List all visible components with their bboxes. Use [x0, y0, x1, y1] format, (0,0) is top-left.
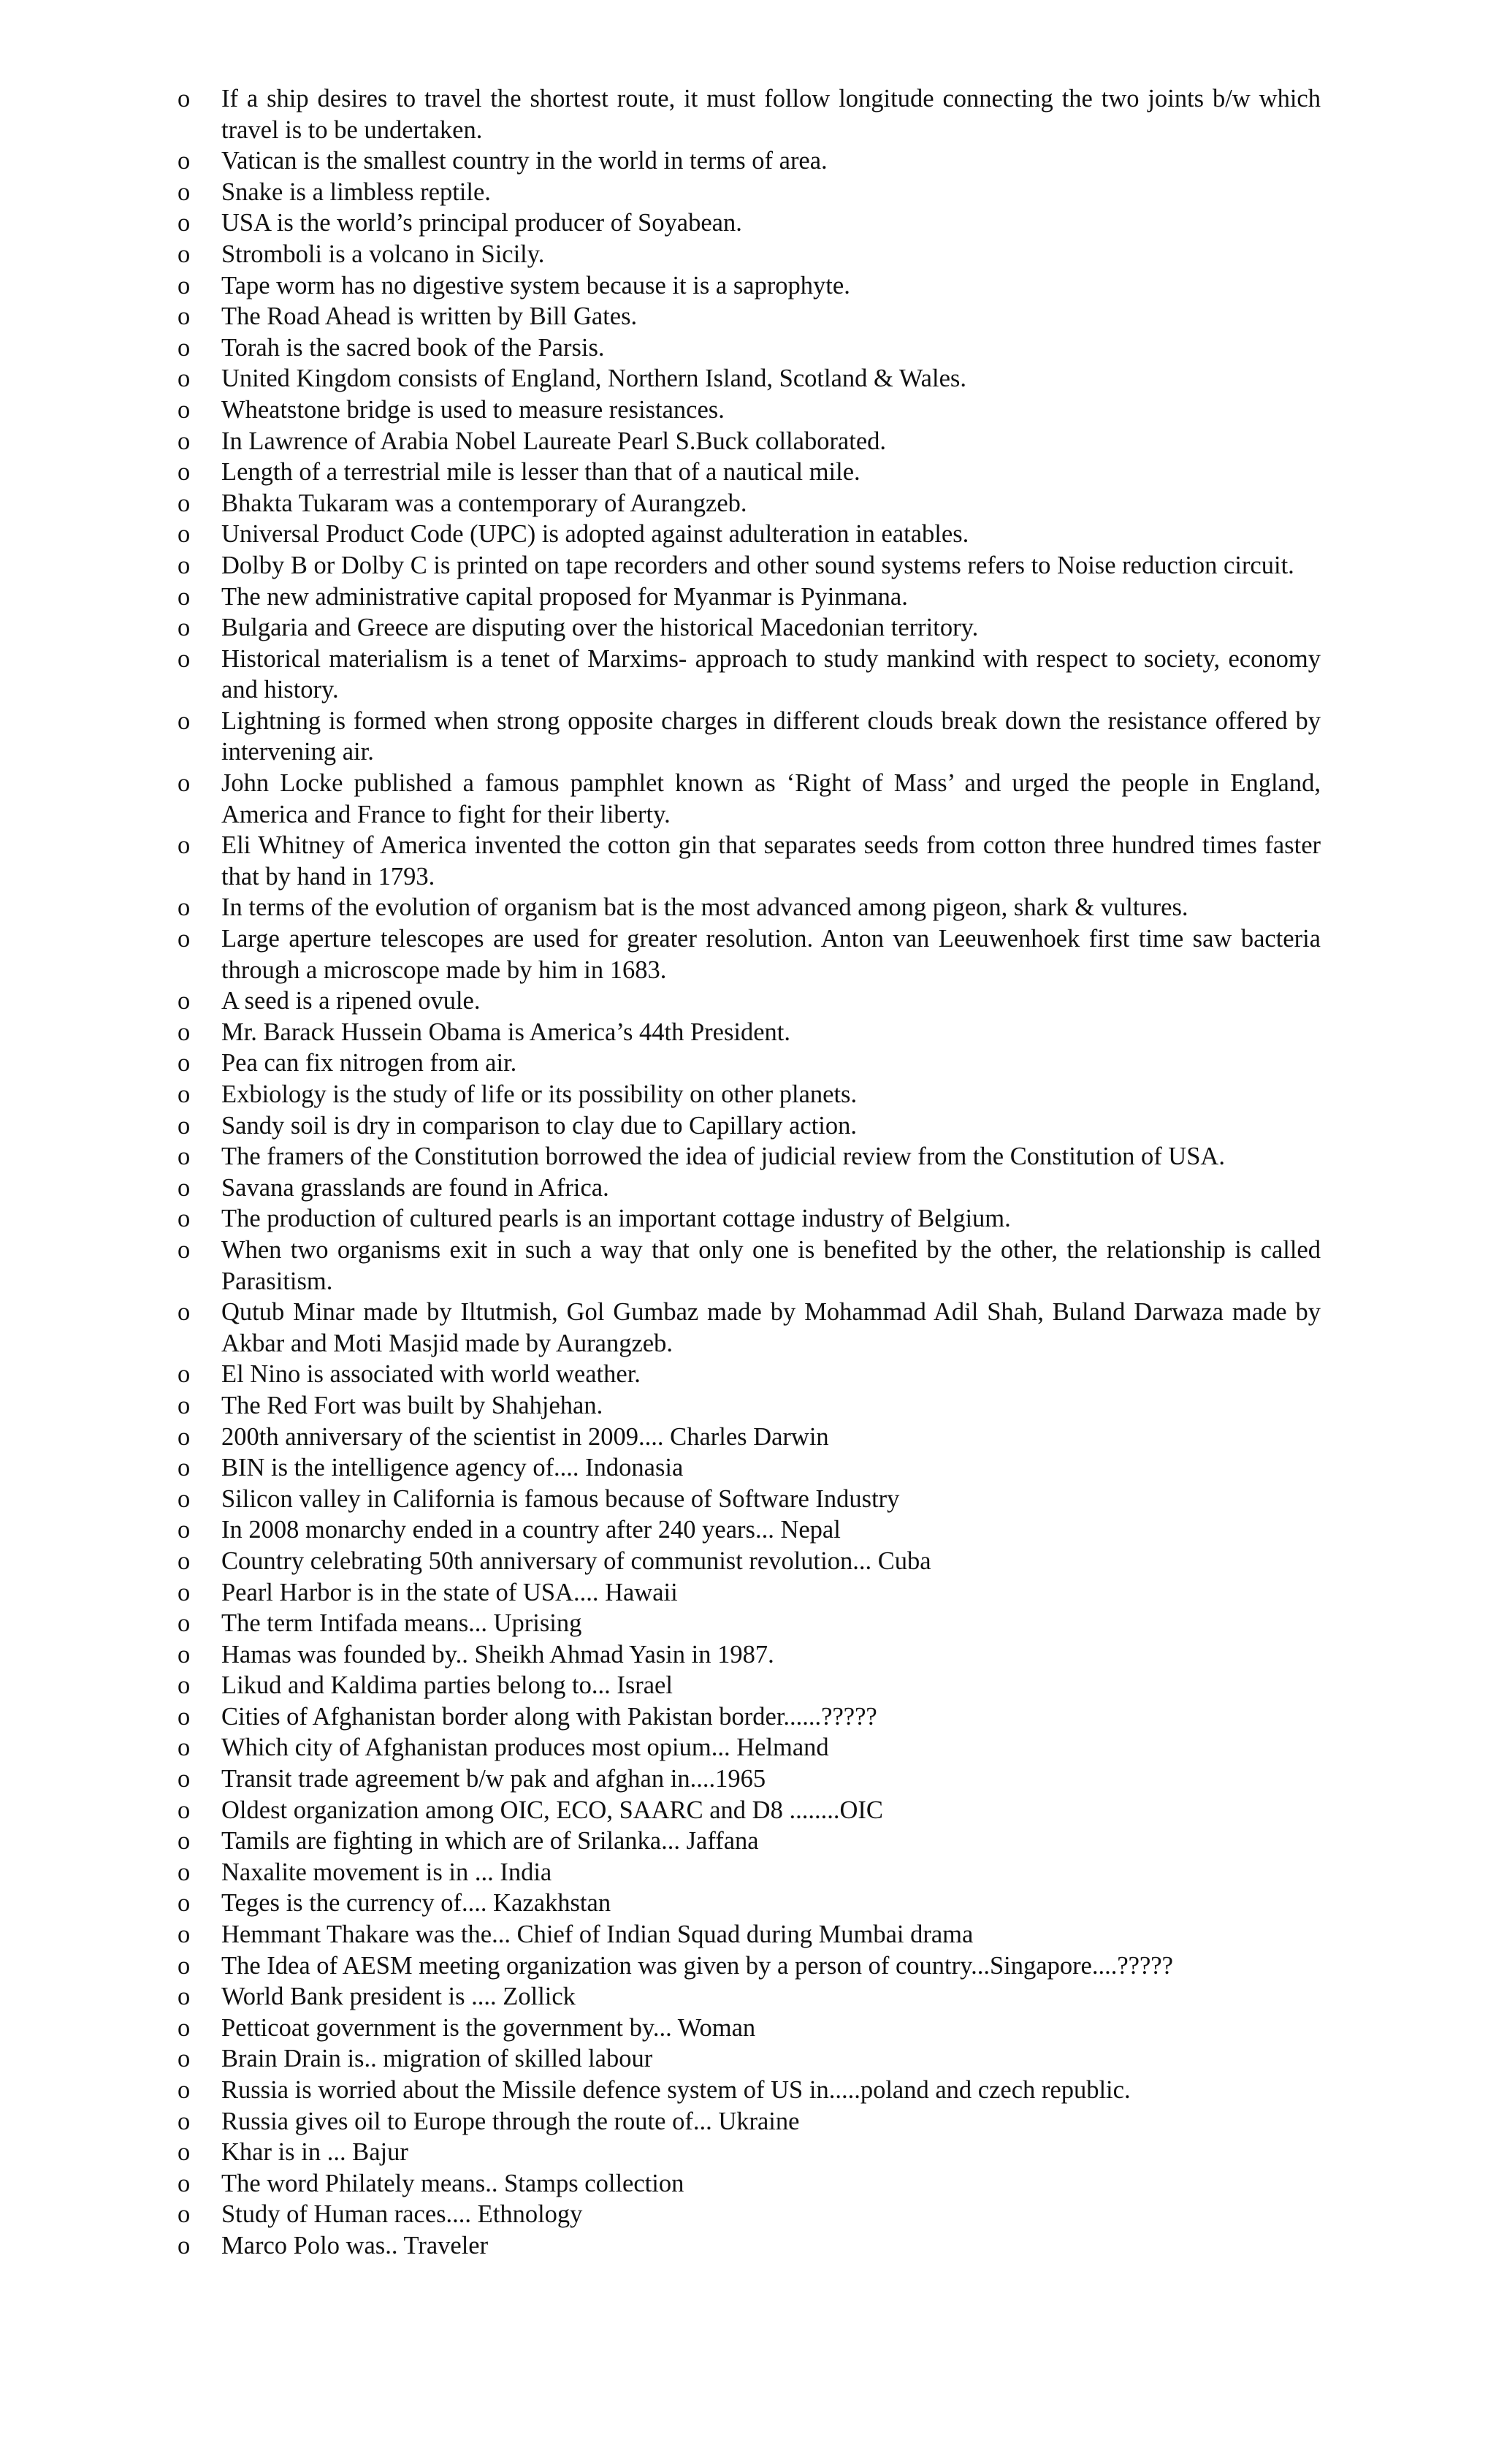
list-item: [178, 207, 1321, 239]
bullet-icon: o: [178, 1765, 191, 1793]
list-item-text: John Locke published a famous pamphlet known as ‘Right of Mass’ and urged the people in England, America and France to fight for their liberty.: [221, 769, 1321, 828]
list-item: [178, 892, 1321, 923]
list-item-text: Wheatstone bridge is used to measure resistances.: [221, 395, 725, 424]
list-item: [178, 550, 1321, 581]
list-item-text: The word Philately means.. Stamps collection: [221, 2169, 684, 2197]
list-item-text: Eli Whitney of America invented the cotton gin that separates seeds from cotton three hundred times faster that by hand in 1793.: [221, 831, 1321, 890]
list-item-text: The production of cultured pearls is an important cottage industry of Belgium.: [221, 1205, 1011, 1233]
list-item-text: Pea can fix nitrogen from air.: [221, 1049, 517, 1077]
list-item-text: The framers of the Constitution borrowed the idea of judicial review from the Constitution of USA.: [221, 1143, 1225, 1171]
list-item-text: Which city of Afghanistan produces most opium... Helmand: [221, 1733, 829, 1762]
list-item-text: In Lawrence of Arabia Nobel Laureate Pearl S.Buck collaborated.: [221, 427, 887, 455]
list-item: [178, 1390, 1321, 1422]
bullet-icon: o: [178, 1671, 191, 1700]
list-item-text: In 2008 monarchy ended in a country after 240 years... Nepal: [221, 1516, 841, 1544]
bullet-icon: o: [178, 925, 191, 953]
list-item: [178, 1981, 1321, 2013]
bullet-icon: o: [178, 1516, 191, 1544]
bullet-icon: o: [178, 1111, 191, 1140]
list-item-text: El Nino is associated with world weather.: [221, 1360, 641, 1389]
bullet-icon: o: [178, 427, 191, 455]
list-item-text: The new administrative capital proposed for Myanmar is Pyinmana.: [221, 582, 908, 611]
list-item: [178, 1763, 1321, 1795]
bullet-icon: o: [178, 1578, 191, 1606]
list-item: [178, 1514, 1321, 1546]
list-item-text: Hamas was founded by.. Sheikh Ahmad Yasin in 1987.: [221, 1640, 774, 1668]
list-item-text: Marco Polo was.. Traveler: [221, 2231, 489, 2259]
bullet-icon: o: [178, 302, 191, 331]
list-item-text: Russia is worried about the Missile defence system of US in.....poland and czech republic.: [221, 2076, 1131, 2104]
bullet-icon: o: [178, 2107, 191, 2135]
list-item: [178, 985, 1321, 1017]
list-item: [178, 644, 1321, 706]
list-item: [178, 1950, 1321, 1982]
bullet-icon: o: [178, 2045, 191, 2073]
bullet-icon: o: [178, 831, 191, 860]
list-item-text: Mr. Barack Hussein Obama is America’s 44th President.: [221, 1018, 790, 1046]
bullet-icon: o: [178, 769, 191, 798]
list-item-text: BIN is the intelligence agency of.... Indonasia: [221, 1454, 684, 1482]
list-item-text: A seed is a ripened ovule.: [221, 987, 481, 1015]
list-item: [178, 1359, 1321, 1390]
bullet-icon: o: [178, 582, 191, 611]
bullet-icon: o: [178, 1298, 191, 1327]
list-item: [178, 2043, 1321, 2075]
list-item-text: Bulgaria and Greece are disputing over the historical Macedonian territory.: [221, 614, 979, 642]
bullet-icon: o: [178, 2200, 191, 2229]
list-item-text: Universal Product Code (UPC) is adopted against adulteration in eatables.: [221, 520, 969, 549]
list-item: [178, 1608, 1321, 1639]
bullet-icon: o: [178, 1858, 191, 1886]
list-item: [178, 2106, 1321, 2137]
bullet-icon: o: [178, 1143, 191, 1171]
list-item: [178, 1919, 1321, 1950]
list-item: [178, 519, 1321, 550]
bullet-icon: o: [178, 365, 191, 393]
list-item-text: Petticoat government is the government by... Woman: [221, 2013, 756, 2042]
list-item: [178, 1048, 1321, 1079]
list-item-text: Naxalite movement is in ... India: [221, 1858, 552, 1886]
list-item: [178, 394, 1321, 426]
list-item-text: Likud and Kaldima parties belong to... Israel: [221, 1671, 673, 1700]
list-item-text: Large aperture telescopes are used for greater resolution. Anton van Leeuwenhoek first time saw bacteria through a microscope made by him in 1683.: [221, 925, 1321, 984]
bullet-icon: o: [178, 1360, 191, 1389]
list-item: [178, 2013, 1321, 2044]
list-item-text: Stromboli is a volcano in Sicily.: [221, 240, 545, 268]
list-item-text: Transit trade agreement b/w pak and afghan in....1965: [221, 1765, 766, 1793]
list-item-text: Historical materialism is a tenet of Marxims- approach to study mankind with respect to society, economy and history.: [221, 644, 1321, 704]
list-item-text: Khar is in ... Bajur: [221, 2138, 408, 2167]
list-item: [178, 363, 1321, 394]
list-item: [178, 145, 1321, 177]
list-item: [178, 706, 1321, 768]
bullet-icon: o: [178, 1205, 191, 1233]
bullet-icon: o: [178, 333, 191, 362]
bullet-icon: o: [178, 1080, 191, 1108]
list-item-text: World Bank president is .... Zollick: [221, 1983, 576, 2011]
bullet-icon: o: [178, 458, 191, 487]
list-item-text: In terms of the evolution of organism bat is the most advanced among pigeon, shark & vultures.: [221, 893, 1188, 922]
bullet-icon: o: [178, 2231, 191, 2259]
list-item-text: Sandy soil is dry in comparison to clay due to Capillary action.: [221, 1111, 858, 1140]
list-item-text: Dolby B or Dolby C is printed on tape recorders and other sound systems refers to Noise reduction circuit.: [221, 551, 1294, 579]
list-item-text: Vatican is the smallest country in the world in terms of area.: [221, 147, 828, 175]
list-item: [178, 768, 1321, 830]
bullet-icon: o: [178, 1235, 191, 1264]
list-item: [178, 1546, 1321, 1577]
bullet-icon: o: [178, 520, 191, 549]
list-item-text: Torah is the sacred book of the Parsis.: [221, 333, 605, 362]
list-item-text: Hemmant Thakare was the... Chief of Indian Squad during Mumbai drama: [221, 1921, 974, 1949]
bullet-icon: o: [178, 1796, 191, 1824]
list-item-text: USA is the world’s principal producer of Soyabean.: [221, 209, 742, 237]
list-item: [178, 923, 1321, 985]
bullet-icon: o: [178, 2169, 191, 2197]
bullet-icon: o: [178, 1609, 191, 1638]
list-item: [178, 830, 1321, 892]
bullet-icon: o: [178, 551, 191, 579]
list-item: [178, 177, 1321, 208]
bullet-icon: o: [178, 147, 191, 175]
list-item-text: United Kingdom consists of England, Northern Island, Scotland & Wales.: [221, 365, 966, 393]
bullet-icon: o: [178, 209, 191, 237]
list-item: [178, 488, 1321, 519]
bullet-icon: o: [178, 240, 191, 268]
bullet-icon: o: [178, 1546, 191, 1575]
list-item: [178, 332, 1321, 364]
list-item: [178, 1701, 1321, 1733]
bullet-icon: o: [178, 1173, 191, 1202]
list-item: [178, 1795, 1321, 1826]
list-item: [178, 239, 1321, 270]
bullet-icon: o: [178, 2013, 191, 2042]
list-item: [178, 1639, 1321, 1671]
list-item: [178, 2230, 1321, 2262]
bullet-icon: o: [178, 178, 191, 206]
bullet-icon: o: [178, 1827, 191, 1855]
list-item-text: Study of Human races.... Ethnology: [221, 2200, 583, 2229]
list-item: [178, 1141, 1321, 1172]
bullet-icon: o: [178, 2076, 191, 2104]
list-item: [178, 1422, 1321, 1453]
list-item: [178, 1732, 1321, 1763]
list-item-text: Tape worm has no digestive system because it is a saprophyte.: [221, 271, 850, 300]
list-item: [178, 2075, 1321, 2106]
list-item-text: Russia gives oil to Europe through the route of... Ukraine: [221, 2107, 800, 2135]
bullet-icon: o: [178, 614, 191, 642]
bullet-icon: o: [178, 1640, 191, 1668]
list-item: [178, 1079, 1321, 1110]
list-item-text: The Idea of AESM meeting organization was given by a person of country...Singapore....?????: [221, 1951, 1173, 1980]
bullet-icon: o: [178, 1702, 191, 1731]
bullet-icon: o: [178, 1484, 191, 1513]
bullet-icon: o: [178, 987, 191, 1015]
list-item: [178, 2168, 1321, 2200]
list-item: [178, 581, 1321, 613]
list-item-text: Cities of Afghanistan border along with Pakistan border......?????: [221, 1702, 877, 1731]
bullet-icon: o: [178, 644, 191, 673]
bullet-icon: o: [178, 1018, 191, 1046]
bullet-icon: o: [178, 1391, 191, 1419]
list-item-text: Savana grasslands are found in Africa.: [221, 1173, 609, 1202]
list-item: [178, 457, 1321, 488]
list-item: [178, 1017, 1321, 1048]
bullet-icon: o: [178, 1889, 191, 1918]
list-item-text: Snake is a limbless reptile.: [221, 178, 491, 206]
list-item-text: Exbiology is the study of life or its possibility on other planets.: [221, 1080, 858, 1108]
list-item: [178, 1203, 1321, 1235]
list-item-text: Length of a terrestrial mile is lesser than that of a nautical mile.: [221, 458, 860, 487]
list-item-text: Teges is the currency of.... Kazakhstan: [221, 1889, 611, 1918]
fact-list: [178, 83, 1321, 2262]
bullet-icon: o: [178, 489, 191, 517]
bullet-icon: o: [178, 1983, 191, 2011]
list-item: [178, 2199, 1321, 2230]
list-item: [178, 83, 1321, 145]
list-item-text: Silicon valley in California is famous because of Software Industry: [221, 1484, 900, 1513]
list-item: [178, 1235, 1321, 1297]
list-item: [178, 1888, 1321, 1919]
list-item: [178, 612, 1321, 644]
bullet-icon: o: [178, 1951, 191, 1980]
list-item-text: The Red Fort was built by Shahjehan.: [221, 1391, 603, 1419]
list-item: [178, 1297, 1321, 1359]
list-item-text: Brain Drain is.. migration of skilled labour: [221, 2045, 653, 2073]
list-item: [178, 1110, 1321, 1142]
list-item-text: If a ship desires to travel the shortest route, it must follow longitude connecting the two joints b/w which travel is to be undertaken.: [221, 85, 1321, 144]
list-item: [178, 1577, 1321, 1609]
bullet-icon: o: [178, 1921, 191, 1949]
list-item-text: Pearl Harbor is in the state of USA.... Hawaii: [221, 1578, 678, 1606]
list-item-text: Bhakta Tukaram was a contemporary of Aurangzeb.: [221, 489, 747, 517]
list-item-text: Oldest organization among OIC, ECO, SAARC and D8 ........OIC: [221, 1796, 883, 1824]
list-item: [178, 1826, 1321, 1857]
list-item: [178, 1857, 1321, 1888]
list-item: [178, 1172, 1321, 1204]
bullet-icon: o: [178, 706, 191, 735]
list-item-text: When two organisms exit in such a way that only one is benefited by the other, the relationship is called Parasitism.: [221, 1235, 1321, 1295]
list-item: [178, 426, 1321, 457]
list-item-text: The Road Ahead is written by Bill Gates.: [221, 302, 638, 331]
list-item: [178, 270, 1321, 302]
list-item-text: The term Intifada means... Uprising: [221, 1609, 582, 1638]
list-item-text: 200th anniversary of the scientist in 2009.... Charles Darwin: [221, 1422, 829, 1451]
bullet-icon: o: [178, 1049, 191, 1077]
bullet-icon: o: [178, 2138, 191, 2167]
bullet-icon: o: [178, 1733, 191, 1762]
bullet-icon: o: [178, 893, 191, 922]
list-item: [178, 1484, 1321, 1515]
bullet-icon: o: [178, 395, 191, 424]
list-item-text: Country celebrating 50th anniversary of communist revolution... Cuba: [221, 1546, 931, 1575]
list-item-text: Qutub Minar made by Iltutmish, Gol Gumbaz made by Mohammad Adil Shah, Buland Darwaza made by Akbar and Moti Masjid made by Aurangzeb.: [221, 1298, 1321, 1357]
list-item: [178, 301, 1321, 332]
bullet-icon: o: [178, 1422, 191, 1451]
list-item: [178, 2137, 1321, 2168]
list-item: [178, 1670, 1321, 1701]
list-item-text: Tamils are fighting in which are of Srilanka... Jaffana: [221, 1827, 759, 1855]
bullet-icon: o: [178, 271, 191, 300]
bullet-icon: o: [178, 85, 191, 112]
list-item-text: Lightning is formed when strong opposite charges in different clouds break down the resistance offered by intervening air.: [221, 706, 1321, 766]
list-item: [178, 1452, 1321, 1484]
bullet-icon: o: [178, 1454, 191, 1482]
